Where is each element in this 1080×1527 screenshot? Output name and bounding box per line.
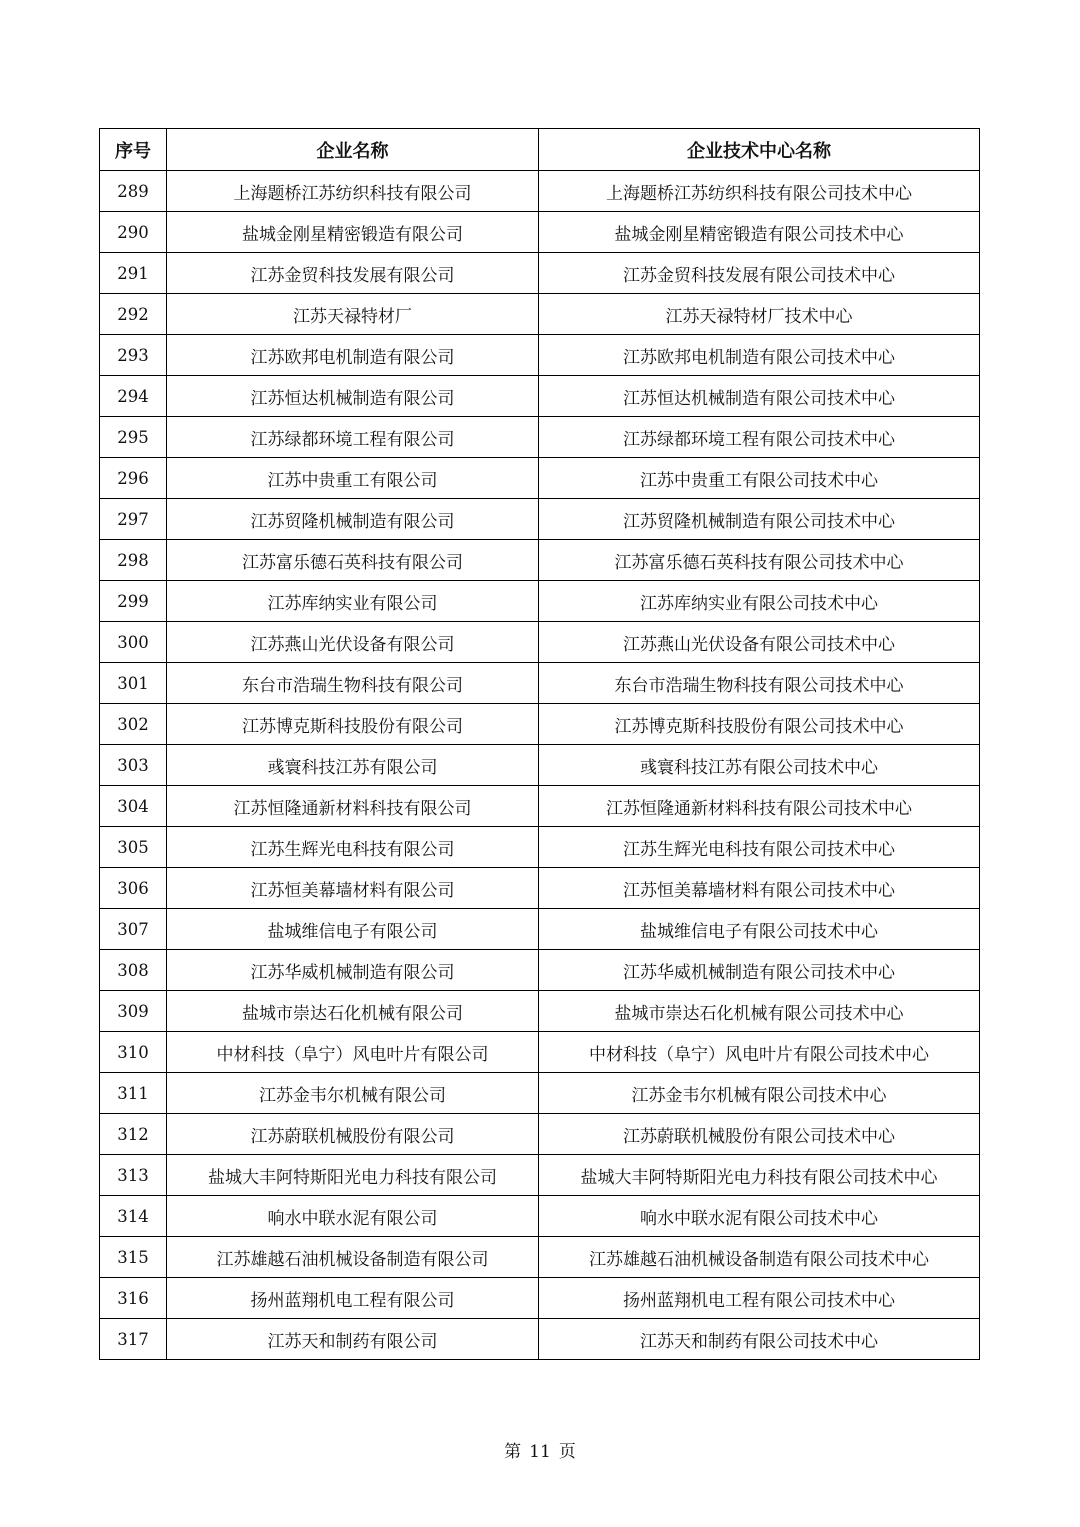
enterprise-name-cell: 江苏恒美幕墙材料有限公司	[167, 868, 539, 909]
table-row	[100, 253, 980, 294]
enterprise-name-cell: 盐城金刚星精密锻造有限公司	[167, 212, 539, 253]
tech-center-name-cell: 江苏中贵重工有限公司技术中心	[539, 458, 980, 499]
table-row	[100, 991, 980, 1032]
enterprise-name-cell: 盐城大丰阿特斯阳光电力科技有限公司	[167, 1155, 539, 1196]
serial-number-cell: 306	[100, 868, 167, 909]
header-enterprise-name: 企业名称	[167, 129, 539, 171]
page-number: 11	[529, 1442, 551, 1462]
header-serial-number: 序号	[100, 129, 167, 171]
tech-center-name-cell: 彧寰科技江苏有限公司技术中心	[539, 745, 980, 786]
serial-number-cell: 312	[100, 1114, 167, 1155]
serial-number-cell: 295	[100, 417, 167, 458]
tech-center-name-cell: 江苏天禄特材厂技术中心	[539, 294, 980, 335]
serial-number-cell: 311	[100, 1073, 167, 1114]
table-row	[100, 581, 980, 622]
enterprise-name-cell: 江苏博克斯科技股份有限公司	[167, 704, 539, 745]
header-tech-center-name: 企业技术中心名称	[539, 129, 980, 171]
table-row	[100, 1319, 980, 1360]
serial-number-cell: 310	[100, 1032, 167, 1073]
table-row	[100, 745, 980, 786]
serial-number-cell: 302	[100, 704, 167, 745]
tech-center-name-cell: 东台市浩瑞生物科技有限公司技术中心	[539, 663, 980, 704]
enterprise-name-cell: 中材科技（阜宁）风电叶片有限公司	[167, 1032, 539, 1073]
table-row	[100, 458, 980, 499]
tech-center-name-cell: 江苏库纳实业有限公司技术中心	[539, 581, 980, 622]
serial-number-cell: 298	[100, 540, 167, 581]
enterprise-name-cell: 江苏恒达机械制造有限公司	[167, 376, 539, 417]
serial-number-cell: 294	[100, 376, 167, 417]
table-row	[100, 376, 980, 417]
table-row	[100, 950, 980, 991]
table-row	[100, 212, 980, 253]
tech-center-name-cell: 江苏恒隆通新材料科技有限公司技术中心	[539, 786, 980, 827]
enterprise-name-cell: 江苏金贸科技发展有限公司	[167, 253, 539, 294]
table-row	[100, 827, 980, 868]
tech-center-name-cell: 扬州蓝翔机电工程有限公司技术中心	[539, 1278, 980, 1319]
enterprise-name-cell: 江苏欧邦电机制造有限公司	[167, 335, 539, 376]
tech-center-name-cell: 江苏欧邦电机制造有限公司技术中心	[539, 335, 980, 376]
enterprise-name-cell: 江苏富乐德石英科技有限公司	[167, 540, 539, 581]
enterprise-name-cell: 江苏贸隆机械制造有限公司	[167, 499, 539, 540]
serial-number-cell: 313	[100, 1155, 167, 1196]
serial-number-cell: 290	[100, 212, 167, 253]
serial-number-cell: 316	[100, 1278, 167, 1319]
serial-number-cell: 293	[100, 335, 167, 376]
enterprise-name-cell: 江苏燕山光伏设备有限公司	[167, 622, 539, 663]
tech-center-name-cell: 江苏燕山光伏设备有限公司技术中心	[539, 622, 980, 663]
tech-center-name-cell: 响水中联水泥有限公司技术中心	[539, 1196, 980, 1237]
tech-center-name-cell: 江苏雄越石油机械设备制造有限公司技术中心	[539, 1237, 980, 1278]
serial-number-cell: 314	[100, 1196, 167, 1237]
tech-center-name-cell: 江苏华威机械制造有限公司技术中心	[539, 950, 980, 991]
tech-center-name-cell: 江苏金贸科技发展有限公司技术中心	[539, 253, 980, 294]
table-row	[100, 1114, 980, 1155]
enterprise-name-cell: 江苏库纳实业有限公司	[167, 581, 539, 622]
enterprise-name-cell: 江苏绿都环境工程有限公司	[167, 417, 539, 458]
table-row	[100, 704, 980, 745]
serial-number-cell: 299	[100, 581, 167, 622]
enterprise-name-cell: 江苏华威机械制造有限公司	[167, 950, 539, 991]
table-row	[100, 1032, 980, 1073]
enterprise-name-cell: 江苏雄越石油机械设备制造有限公司	[167, 1237, 539, 1278]
table-row	[100, 663, 980, 704]
tech-center-name-cell: 江苏博克斯科技股份有限公司技术中心	[539, 704, 980, 745]
serial-number-cell: 305	[100, 827, 167, 868]
enterprise-name-cell: 江苏蔚联机械股份有限公司	[167, 1114, 539, 1155]
enterprise-name-cell: 江苏中贵重工有限公司	[167, 458, 539, 499]
serial-number-cell: 307	[100, 909, 167, 950]
table-row	[100, 1278, 980, 1319]
table-row	[100, 1155, 980, 1196]
tech-center-name-cell: 上海题桥江苏纺织科技有限公司技术中心	[539, 171, 980, 212]
table-row	[100, 868, 980, 909]
tech-center-name-cell: 江苏天和制药有限公司技术中心	[539, 1319, 980, 1360]
tech-center-name-cell: 盐城维信电子有限公司技术中心	[539, 909, 980, 950]
enterprise-name-cell: 东台市浩瑞生物科技有限公司	[167, 663, 539, 704]
table-row	[100, 335, 980, 376]
tech-center-name-cell: 江苏恒达机械制造有限公司技术中心	[539, 376, 980, 417]
table-row	[100, 417, 980, 458]
table-row	[100, 1073, 980, 1114]
enterprise-name-cell: 扬州蓝翔机电工程有限公司	[167, 1278, 539, 1319]
enterprise-name-cell: 响水中联水泥有限公司	[167, 1196, 539, 1237]
serial-number-cell: 292	[100, 294, 167, 335]
table-body	[100, 171, 980, 1360]
table-row	[100, 622, 980, 663]
enterprise-name-cell: 江苏生辉光电科技有限公司	[167, 827, 539, 868]
tech-center-name-cell: 中材科技（阜宁）风电叶片有限公司技术中心	[539, 1032, 980, 1073]
table-row	[100, 1196, 980, 1237]
serial-number-cell: 309	[100, 991, 167, 1032]
enterprise-name-cell: 彧寰科技江苏有限公司	[167, 745, 539, 786]
table-row	[100, 1237, 980, 1278]
table-row	[100, 786, 980, 827]
serial-number-cell: 289	[100, 171, 167, 212]
serial-number-cell: 303	[100, 745, 167, 786]
enterprise-name-cell: 上海题桥江苏纺织科技有限公司	[167, 171, 539, 212]
serial-number-cell: 300	[100, 622, 167, 663]
enterprise-table	[99, 128, 980, 1360]
table-row	[100, 909, 980, 950]
tech-center-name-cell: 江苏恒美幕墙材料有限公司技术中心	[539, 868, 980, 909]
page-number-suffix: 页	[558, 1442, 576, 1462]
serial-number-cell: 317	[100, 1319, 167, 1360]
tech-center-name-cell: 江苏金韦尔机械有限公司技术中心	[539, 1073, 980, 1114]
tech-center-name-cell: 江苏蔚联机械股份有限公司技术中心	[539, 1114, 980, 1155]
enterprise-name-cell: 江苏金韦尔机械有限公司	[167, 1073, 539, 1114]
tech-center-name-cell: 江苏绿都环境工程有限公司技术中心	[539, 417, 980, 458]
serial-number-cell: 297	[100, 499, 167, 540]
page-footer	[0, 1437, 1080, 1462]
enterprise-name-cell: 江苏恒隆通新材料科技有限公司	[167, 786, 539, 827]
tech-center-name-cell: 江苏生辉光电科技有限公司技术中心	[539, 827, 980, 868]
page-number-prefix: 第	[504, 1442, 522, 1462]
table-row	[100, 294, 980, 335]
table-row	[100, 540, 980, 581]
serial-number-cell: 296	[100, 458, 167, 499]
serial-number-cell: 308	[100, 950, 167, 991]
tech-center-name-cell: 盐城市崇达石化机械有限公司技术中心	[539, 991, 980, 1032]
table-row	[100, 171, 980, 212]
serial-number-cell: 315	[100, 1237, 167, 1278]
tech-center-name-cell: 江苏富乐德石英科技有限公司技术中心	[539, 540, 980, 581]
enterprise-name-cell: 江苏天禄特材厂	[167, 294, 539, 335]
enterprise-name-cell: 盐城维信电子有限公司	[167, 909, 539, 950]
enterprise-name-cell: 江苏天和制药有限公司	[167, 1319, 539, 1360]
tech-center-name-cell: 盐城金刚星精密锻造有限公司技术中心	[539, 212, 980, 253]
enterprise-name-cell: 盐城市崇达石化机械有限公司	[167, 991, 539, 1032]
table-header-row	[100, 129, 980, 171]
serial-number-cell: 291	[100, 253, 167, 294]
tech-center-name-cell: 盐城大丰阿特斯阳光电力科技有限公司技术中心	[539, 1155, 980, 1196]
serial-number-cell: 301	[100, 663, 167, 704]
table-row	[100, 499, 980, 540]
tech-center-name-cell: 江苏贸隆机械制造有限公司技术中心	[539, 499, 980, 540]
serial-number-cell: 304	[100, 786, 167, 827]
